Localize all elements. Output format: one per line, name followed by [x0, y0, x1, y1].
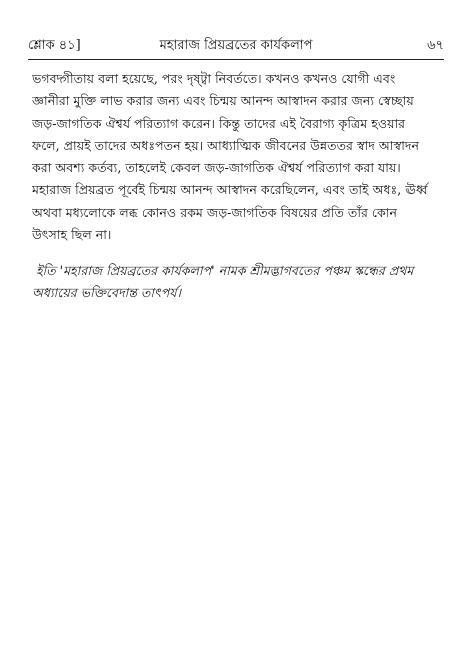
text-line: মহারাজ প্রিয়ব্রত পূর্বেই চিন্ময় আনন্দ আস্বাদন করেছিলেন, এবং তাই অধঃ, ঊর্ধ্ব [32, 182, 428, 198]
text-line: অথবা মধ্যলোকে লব্ধ কোনও রকম জড়-জাগতিক বিষয়ের প্রতি তাঁর কোন [32, 204, 398, 220]
verse-reference: শ্লোক ৪১] [28, 38, 81, 53]
colophon-line: ইতি 'মহারাজ প্রিয়ব্রতের কার্যকলাপ' নামক শ্রীমদ্ভাগবতের পঞ্চম স্কন্ধের প্রথম [36, 263, 414, 278]
colophon-line: অধ্যায়ের ভক্তিবেদান্ত তাৎপর্য। [32, 285, 182, 301]
header-rule [28, 59, 444, 60]
page-number: ৬৭ [427, 38, 444, 53]
text-line: ভগবদ্গীতায় বলা হয়েছে, পরং দৃষ্ট্বা নিবর্ততে। কখনও কখনও যোগী এবং [32, 71, 396, 86]
text-line: করা অবশ্য কর্তব্য, তাহলেই কেবল জড়-জাগতিক ঐশ্বর্য পরিত্যাগ করা যায়। [32, 160, 401, 176]
chapter-title: মহারাজ প্রিয়ব্রতের কার্যকলাপ [159, 38, 313, 53]
purport-paragraph [32, 68, 444, 246]
chapter-colophon [32, 260, 444, 305]
text-line: ফলে, প্রায়ই তাদের অধঃপতন হয়। আধ্যাত্মিক জীবনের উন্নততর স্বাদ আস্বাদন [32, 137, 420, 153]
text-line: উৎসাহ ছিল না। [32, 227, 112, 243]
text-line: জড়-জাগতিক ঐশ্বর্য পরিত্যাগ করেন। কিন্তু তাদের এই বৈরাগ্য কৃত্রিম হওয়ার [32, 115, 406, 131]
running-header [28, 36, 444, 56]
text-line: জ্ঞানীরা মুক্তি লাভ করার জন্য এবং চিন্ময় আনন্দ আস্বাদন করার জন্য স্বেচ্ছায় [32, 93, 414, 109]
